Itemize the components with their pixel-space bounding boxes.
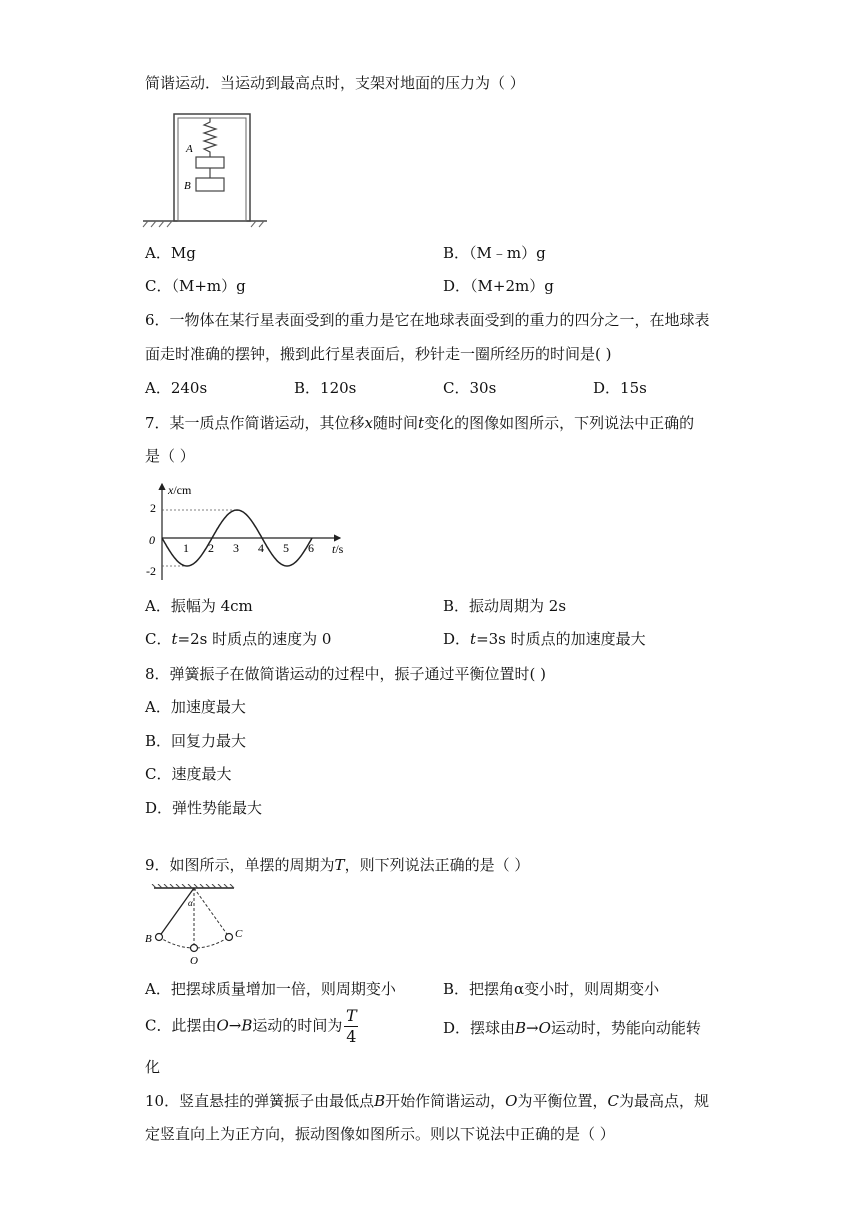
q9-option-b[interactable]: B．把摆角α变小时，则周期变小 bbox=[443, 980, 660, 998]
q5-option-a[interactable]: A．Mg bbox=[145, 244, 196, 262]
x-tick-3: 3 bbox=[233, 541, 239, 555]
q7-option-c[interactable]: C．t=2s 时质点的速度为 0 bbox=[145, 630, 332, 648]
q6-option-c[interactable]: C．30s bbox=[443, 379, 497, 397]
q10-stem-line2: 定竖直向上为正方向，振动图像如图所示。则以下说法中正确的是（ ） bbox=[145, 1125, 615, 1143]
q7-option-a[interactable]: A．振幅为 4cm bbox=[145, 597, 253, 615]
x-tick-5: 5 bbox=[283, 541, 289, 555]
label-a: A bbox=[186, 143, 193, 155]
x-axis-label: t/s bbox=[332, 542, 344, 556]
q6-option-a[interactable]: A．240s bbox=[145, 379, 208, 397]
x-tick-1: 1 bbox=[183, 541, 189, 555]
q7-stem-line1: 7．某一质点作简谐运动，其位移x随时间t变化的图像如图所示，下列说法中正确的 bbox=[145, 414, 695, 432]
q6-stem-line2: 面走时准确的摆钟，搬到此行星表面后，秒针走一圈所经历的时间是( ) bbox=[145, 345, 612, 363]
x-tick-2: 2 bbox=[208, 541, 214, 555]
q5-option-b[interactable]: B．（M﹣m）g bbox=[443, 244, 546, 262]
label-c: C bbox=[235, 928, 243, 940]
origin-label: 0 bbox=[149, 533, 155, 547]
q7-option-d[interactable]: D．t=3s 时质点的加速度最大 bbox=[443, 630, 646, 648]
q7-option-b[interactable]: B．振动周期为 2s bbox=[443, 597, 567, 615]
q8-option-d[interactable]: D．弹性势能最大 bbox=[145, 799, 263, 817]
q6-option-b[interactable]: B．120s bbox=[294, 379, 357, 397]
y-axis-label: x/cm bbox=[168, 483, 192, 497]
q8-option-c[interactable]: C．速度最大 bbox=[145, 765, 232, 783]
q7-stem-line2: 是（ ） bbox=[145, 447, 195, 465]
q9-option-d-wrap: 化 bbox=[145, 1058, 161, 1076]
y-tick-neg2: -2 bbox=[146, 564, 156, 578]
q9-option-c[interactable]: C．此摆由O→B运动的时间为 $\frac{T}{4}$ bbox=[145, 1006, 357, 1046]
q6-option-d[interactable]: D．15s bbox=[593, 379, 647, 397]
label-o: O bbox=[190, 955, 198, 967]
q8-stem: 8．弹簧振子在做简谐运动的过程中，振子通过平衡位置时( ) bbox=[145, 665, 547, 683]
q8-option-a[interactable]: A．加速度最大 bbox=[145, 698, 246, 716]
y-tick-2: 2 bbox=[150, 501, 156, 515]
q6-stem-line1: 6．一物体在某行星表面受到的重力是它在地球表面受到的重力的四分之一，在地球表 bbox=[145, 311, 710, 329]
q8-option-b[interactable]: B．回复力最大 bbox=[145, 732, 247, 750]
label-b: B bbox=[184, 180, 191, 192]
q5-stem-tail: 简谐运动．当运动到最高点时，支架对地面的压力为（ ） bbox=[145, 74, 525, 92]
label-b: B bbox=[145, 933, 152, 945]
q9-option-a[interactable]: A．把摆球质量增加一倍，则周期变小 bbox=[145, 980, 396, 998]
spring-stand-figure bbox=[140, 106, 270, 230]
q9-stem: 9．如图所示，单摆的周期为T，则下列说法正确的是（ ） bbox=[145, 856, 530, 874]
q5-option-c[interactable]: C．（M+m）g bbox=[145, 277, 246, 295]
x-tick-6: 6 bbox=[308, 541, 314, 555]
x-tick-4: 4 bbox=[258, 541, 264, 555]
q9-option-d[interactable]: D．摆球由B→O运动时，势能向动能转 bbox=[443, 1019, 701, 1037]
pendulum-figure bbox=[140, 884, 250, 968]
q5-option-d[interactable]: D．（M+2m）g bbox=[443, 277, 554, 295]
displacement-time-graph bbox=[140, 478, 360, 582]
fraction-t-over-4: $\frac{T}{4}$ bbox=[346, 1006, 357, 1046]
alpha-label: α bbox=[188, 898, 193, 908]
q10-stem-line1: 10．竖直悬挂的弹簧振子由最低点B开始作简谐运动，O为平衡位置，C为最高点，规 bbox=[145, 1092, 709, 1110]
